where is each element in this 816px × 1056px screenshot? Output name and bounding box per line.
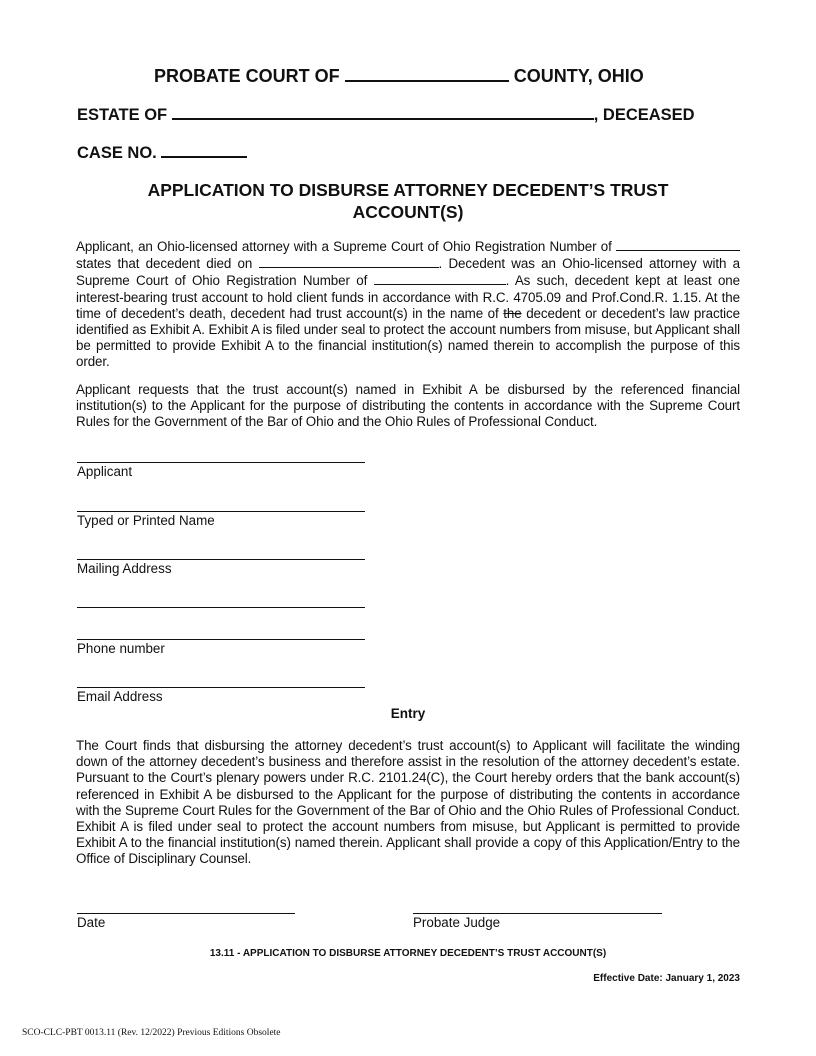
case-number-line [77,142,247,163]
para1-part-a: Applicant, an Ohio-licensed attorney with a Supreme Court of Ohio Registration Number of [76,239,612,254]
phone-label: Phone number [77,641,165,656]
mailing-address-line[interactable] [77,559,365,560]
applicant-registration-field[interactable] [616,238,740,251]
entry-paragraph: The Court finds that disbursing the attorney decedent’s trust account(s) to Applicant will facilitate the winding down of the attorney decedent’s business and therefore assist in the resolution of the attorney decedent’s estate. Pursuant to the Court’s plenary powers under R.C. 2101.24(C), the Court hereby orders that the bank account(s) referenced in Exhibit A be disbursed to the Applicant for the purpose of distributing the contents in accordance with the Supreme Court Rules for the Government of the Bar of Ohio and the Ohio Rules of Professional Conduct. Exhibit A is filed under seal to protect the account numbers from misuse, but Applicant is permitted to provide Exhibit A to the financial institution(s) named therein. Applicant shall provide a copy of this Application/Entry to the Office of Disciplinary Counsel. [76,738,740,867]
decedent-registration-field[interactable] [374,272,506,285]
judge-signature-line[interactable] [413,913,662,914]
judge-label: Probate Judge [413,915,501,930]
case-no-label: CASE NO. [77,144,157,162]
estate-name-field[interactable] [172,104,594,120]
request-paragraph: Applicant requests that the trust account(s) named in Exhibit A be disbursed by the referenced financial institution(s) to the Applicant for the purpose of distributing the contents in accordance with the Supreme Court Rules for the Government of the Bar of Ohio and the Ohio Rules of Professional Conduct. [76,382,740,430]
estate-header [77,104,695,125]
form-code: SCO-CLC-PBT 0013.11 (Rev. 12/2022) Previous Editions Obsolete [22,1028,281,1038]
mailing-address-label: Mailing Address [77,561,172,576]
email-label: Email Address [77,689,163,704]
page-title: APPLICATION TO DISBURSE ATTORNEY DECEDENT’S TRUST ACCOUNT(S) [147,180,669,222]
death-date-field[interactable] [259,255,439,268]
phone-line[interactable] [77,639,365,640]
county-field[interactable] [345,66,509,82]
para1-part-d: . As such, decedent kept at least one interest-bearing trust account to hold client funds in accordance with R.C. 4705.09 and Prof.Cond.R. 1.15. At the time of decedent’s death, decedent had trust account(s) in the name of [76,273,740,321]
case-number-field[interactable] [161,142,247,158]
estate-prefix: ESTATE OF [77,106,168,124]
mailing-address-line-2[interactable] [77,607,365,608]
court-header [154,66,644,87]
struck-text: the [503,305,522,321]
email-line[interactable] [77,687,365,688]
form-title-footer: 13.11 - APPLICATION TO DISBURSE ATTORNEY DECEDENT’S TRUST ACCOUNT(S) [209,948,607,959]
entry-heading: Entry [390,706,426,721]
court-suffix: COUNTY, OHIO [513,66,644,86]
estate-suffix: , DECEASED [593,106,695,124]
typed-name-label: Typed or Printed Name [77,513,215,528]
para1-part-c: . Decedent was an Ohio-licensed attorney with a Supreme Court of Ohio Registration Number of [76,256,740,289]
court-prefix: PROBATE COURT OF [154,66,340,86]
effective-date: Effective Date: January 1, 2023 [593,973,740,984]
date-line[interactable] [77,913,295,914]
applicant-signature-line[interactable] [77,462,365,463]
applicant-label: Applicant [77,464,133,479]
para1-part-e: decedent or decedent’s law practice identified as Exhibit A. Exhibit A is filed under seal to protect the account numbers from misuse, but Applicant shall be permitted to provide Exhibit A to the financial institution(s) named therein to accomplish the purpose of this order. [76,305,741,370]
application-paragraph [76,238,740,371]
para1-part-b: states that decedent died on [76,256,253,272]
typed-name-line[interactable] [77,511,365,512]
date-label: Date [77,915,106,930]
